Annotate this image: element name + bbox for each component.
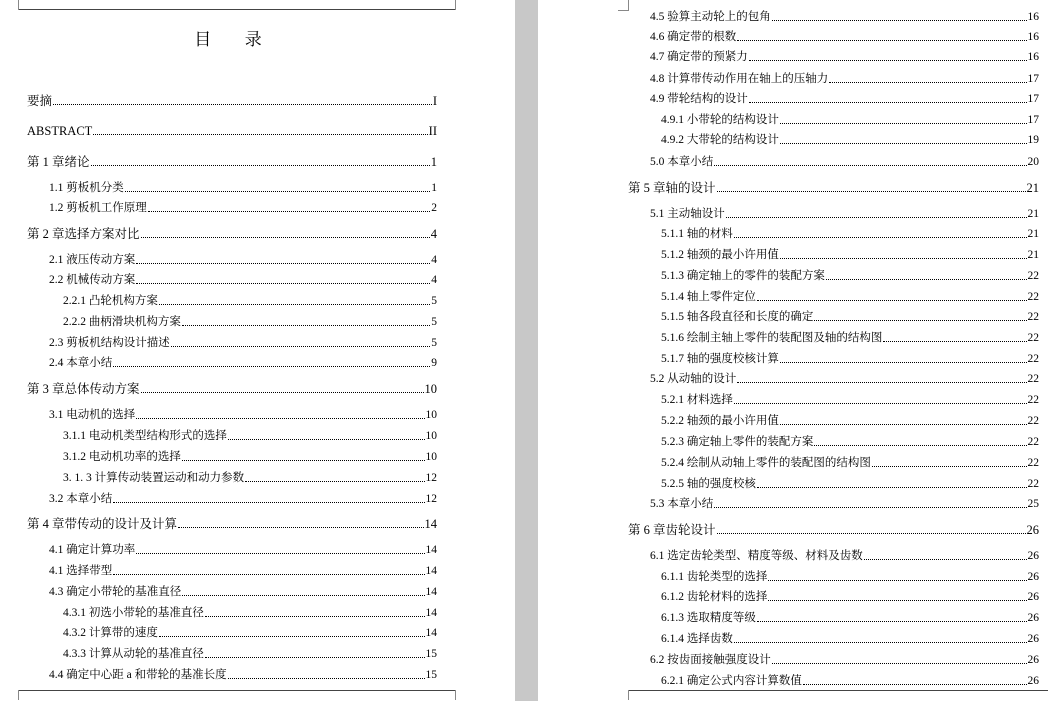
toc-entry-label: 2.3 剪板机结构设计描述	[49, 337, 170, 349]
toc-page-number: 10	[425, 451, 437, 463]
dot-leader	[803, 684, 1027, 685]
toc-page-number: 22	[1027, 373, 1039, 385]
toc-entry-label: 第 4 章带传动的设计及计算	[27, 517, 178, 531]
toc-page-number: 17	[1027, 93, 1039, 105]
toc-entry[interactable]	[650, 92, 1039, 106]
toc-entry-label: 4.9.2 大带轮的结构设计	[661, 134, 779, 146]
dot-leader	[125, 191, 431, 192]
dot-leader	[113, 502, 424, 503]
toc-entry-label: 5.2.4 绘制从动轴上零件的装配图的结构图	[661, 457, 871, 469]
dot-leader	[737, 40, 1026, 41]
toc-page-number: 26	[1027, 612, 1039, 624]
toc-entry-label: 6.2 按齿面接触强度设计	[650, 654, 771, 666]
dot-leader	[113, 574, 424, 575]
dot-leader	[141, 237, 430, 238]
toc-entry[interactable]	[650, 30, 1039, 44]
toc-entry-label: 4.3.3 计算从动轮的基准直径	[63, 648, 204, 660]
toc-entry[interactable]	[49, 543, 437, 557]
toc-entry[interactable]	[49, 336, 437, 350]
toc-page-number: 10	[425, 409, 437, 421]
toc-entry-label: 6.2.1 确定公式内容计算数值	[661, 675, 802, 687]
toc-entry-label: 4.3 确定小带轮的基准直径	[49, 586, 182, 598]
toc-entry[interactable]	[63, 626, 437, 640]
toc-page-number: 22	[1027, 291, 1039, 303]
toc-entry-label: 第 1 章绪论	[27, 155, 90, 169]
toc-entry[interactable]	[661, 611, 1039, 625]
toc-page-number: 21	[1026, 181, 1039, 195]
crop-mark	[455, 0, 466, 10]
toc-page-number: 22	[1027, 415, 1039, 427]
dot-leader	[780, 258, 1027, 259]
toc-entry-label: 5.1.1 轴的材料	[661, 228, 733, 240]
toc-entry-label: 4.9 带轮结构的设计	[650, 93, 748, 105]
toc-entry[interactable]	[661, 248, 1039, 262]
toc-page-number: 10	[425, 430, 437, 442]
dot-leader	[757, 487, 1027, 488]
crop-mark	[618, 0, 629, 11]
toc-entry[interactable]	[650, 10, 1039, 24]
toc-entry-label: 6.1.1 齿轮类型的选择	[661, 571, 768, 583]
toc-page-number: 19	[1027, 134, 1039, 146]
toc-page-number: 1	[431, 182, 437, 194]
toc-entry[interactable]	[63, 647, 437, 661]
toc-page-number: 22	[1027, 353, 1039, 365]
toc-page-number: 26	[1027, 571, 1039, 583]
toc-entry[interactable]	[661, 477, 1039, 491]
toc-page-number: 15	[425, 669, 437, 681]
toc-page-number: 26	[1027, 633, 1039, 645]
toc-entry-label: 4.9.1 小带轮的结构设计	[661, 114, 779, 126]
toc-entry-label: 5.1.5 轴各段直径和长度的确定	[661, 311, 814, 323]
toc-entry-label: 5.1.4 轴上零件定位	[661, 291, 756, 303]
toc-entry-label: 要摘	[27, 94, 53, 108]
toc-page-number: 21	[1027, 208, 1039, 220]
toc-entry[interactable]	[49, 408, 437, 422]
toc-entry[interactable]	[661, 414, 1039, 428]
dot-leader	[772, 20, 1027, 21]
toc-entry-label: 6.1 选定齿轮类型、精度等级、材料及齿数	[650, 550, 863, 562]
page-top-rule	[18, 9, 455, 10]
toc-entry[interactable]	[661, 331, 1039, 345]
dot-leader	[717, 533, 1026, 534]
dot-leader	[182, 595, 424, 596]
toc-entry[interactable]	[49, 492, 437, 506]
toc-entry-label: 5.1.7 轴的强度校核计算	[661, 353, 779, 365]
dot-leader	[714, 507, 1026, 508]
dot-leader	[734, 403, 1027, 404]
dot-leader	[53, 104, 432, 105]
toc-entry[interactable]	[650, 653, 1039, 667]
toc-chapter-entry[interactable]	[27, 517, 437, 531]
left-page	[0, 0, 515, 701]
dot-leader	[772, 663, 1027, 664]
toc-chapter-entry[interactable]	[27, 227, 437, 241]
dot-leader	[245, 481, 424, 482]
dot-leader	[864, 559, 1027, 560]
toc-page-number: 22	[1027, 478, 1039, 490]
toc-entry[interactable]	[650, 372, 1039, 386]
toc-page-number: 26	[1027, 591, 1039, 603]
toc-entry[interactable]	[63, 471, 437, 485]
dot-leader	[228, 678, 425, 679]
toc-entry[interactable]	[650, 549, 1039, 563]
toc-page-number: 4	[431, 274, 437, 286]
toc-entry[interactable]	[63, 315, 437, 329]
toc-entry-label: 3.1.1 电动机类型结构形式的选择	[63, 430, 227, 442]
dot-leader	[826, 279, 1027, 280]
toc-entry-label: 第 3 章总体传动方案	[27, 382, 140, 396]
dot-leader	[768, 600, 1026, 601]
toc-entry-label: 第 5 章轴的设计	[628, 181, 716, 195]
toc-page-number: 9	[431, 357, 437, 369]
toc-chapter-entry[interactable]	[27, 94, 437, 108]
dot-leader	[726, 217, 1027, 218]
toc-entry-label: 5.2.5 轴的强度校核	[661, 478, 756, 490]
toc-page-number: 22	[1027, 332, 1039, 344]
dot-leader	[182, 325, 430, 326]
toc-entry-label: 4.1 选择带型	[49, 565, 113, 577]
toc-entry-label: 5.1.6 绘制主轴上零件的装配图及轴的结构图	[661, 332, 883, 344]
toc-title: 目 录	[194, 30, 276, 50]
dot-leader	[93, 134, 427, 135]
toc-page-number: 26	[1027, 675, 1039, 687]
dot-leader	[734, 237, 1027, 238]
toc-entry[interactable]	[661, 632, 1039, 646]
toc-page-number: 4	[430, 227, 437, 241]
dot-leader	[757, 621, 1027, 622]
toc-page-number: 20	[1027, 156, 1039, 168]
dot-leader	[814, 445, 1026, 446]
toc-page-number: 16	[1027, 11, 1039, 23]
toc-entry-label: 6.1.2 齿轮材料的选择	[661, 591, 768, 603]
toc-entry[interactable]	[661, 435, 1039, 449]
dot-leader	[228, 439, 425, 440]
toc-page-number: 1	[430, 155, 437, 169]
page-bottom-rule	[628, 690, 1048, 691]
dot-leader	[159, 636, 425, 637]
dot-leader	[141, 392, 424, 393]
dot-leader	[178, 527, 423, 528]
toc-entry[interactable]	[661, 113, 1039, 127]
toc-entry-label: 4.6 确定带的根数	[650, 31, 737, 43]
toc-entry-label: 4.5 验算主动轮上的包角	[650, 11, 771, 23]
toc-entry[interactable]	[661, 674, 1039, 688]
toc-page-number: I	[432, 94, 437, 108]
dot-leader	[829, 82, 1026, 83]
toc-entry-label: 5.2.2 轴颈的最小许用值	[661, 415, 779, 427]
toc-page-number: 5	[431, 295, 437, 307]
toc-entry[interactable]	[63, 606, 437, 620]
toc-page-number: 15	[425, 648, 437, 660]
dot-leader	[205, 616, 425, 617]
dot-leader	[872, 466, 1027, 467]
crop-mark	[8, 690, 19, 700]
toc-entry-label: 5.1.2 轴颈的最小许用值	[661, 249, 779, 261]
toc-entry-label: 4.7 确定带的预紧力	[650, 51, 748, 63]
toc-page-number: 5	[431, 316, 437, 328]
dot-leader	[148, 211, 431, 212]
dot-leader	[883, 341, 1026, 342]
dot-leader	[737, 382, 1026, 383]
toc-entry[interactable]	[661, 290, 1039, 304]
toc-entry[interactable]	[650, 155, 1039, 169]
toc-page-number: 26	[1026, 523, 1039, 537]
toc-entry-label: 第 2 章选择方案对比	[27, 227, 140, 241]
page-bottom-rule	[18, 690, 455, 691]
toc-entry-label: 4.3.2 计算带的速度	[63, 627, 158, 639]
toc-page-number: 14	[425, 627, 437, 639]
toc-entry-label: 2.2.1 凸轮机构方案	[63, 295, 158, 307]
dot-leader	[734, 642, 1027, 643]
toc-page-number: 14	[425, 544, 437, 556]
dot-leader	[171, 346, 431, 347]
toc-page-number: 12	[425, 472, 437, 484]
toc-page-number: 2	[431, 202, 437, 214]
toc-entry[interactable]	[650, 72, 1039, 86]
toc-entry[interactable]	[661, 352, 1039, 366]
toc-page-number: 14	[425, 565, 437, 577]
toc-entry[interactable]	[49, 585, 437, 599]
toc-entry-label: 5.2 从动轴的设计	[650, 373, 737, 385]
dot-leader	[136, 263, 430, 264]
toc-entry[interactable]	[661, 310, 1039, 324]
toc-entry-label: 2.1 液压传动方案	[49, 254, 136, 266]
toc-page-number: 12	[425, 493, 437, 505]
toc-entry[interactable]	[49, 201, 437, 215]
toc-page-number: II	[428, 124, 437, 138]
toc-entry[interactable]	[650, 497, 1039, 511]
toc-entry[interactable]	[661, 590, 1039, 604]
toc-chapter-entry[interactable]	[27, 382, 437, 396]
toc-entry[interactable]	[650, 207, 1039, 221]
toc-page-number: 22	[1027, 311, 1039, 323]
toc-page-number: 26	[1027, 550, 1039, 562]
toc-entry-label: 5.2.3 确定轴上零件的装配方案	[661, 436, 814, 448]
toc-entry[interactable]	[661, 133, 1039, 147]
toc-entry-label: 5.1 主动轴设计	[650, 208, 725, 220]
toc-entry-label: 3.1.2 电动机功率的选择	[63, 451, 181, 463]
dot-leader	[136, 283, 430, 284]
toc-chapter-entry[interactable]	[27, 155, 437, 169]
toc-page-number: 10	[424, 382, 437, 396]
right-page	[538, 0, 1061, 701]
dot-leader	[714, 165, 1026, 166]
toc-entry-label: ABSTRACT	[27, 124, 93, 138]
crop-mark	[8, 0, 19, 10]
dot-leader	[205, 657, 425, 658]
toc-page-number: 5	[431, 337, 437, 349]
toc-page-number: 22	[1027, 270, 1039, 282]
toc-entry-label: 4.4 确定中心距 a 和带轮的基准长度	[49, 669, 227, 681]
toc-entry[interactable]	[49, 273, 437, 287]
dot-leader	[780, 362, 1027, 363]
toc-entry[interactable]	[63, 450, 437, 464]
toc-entry-label: 5.1.3 确定轴上的零件的装配方案	[661, 270, 825, 282]
toc-page-number: 14	[424, 517, 437, 531]
toc-page-number: 22	[1027, 394, 1039, 406]
dot-leader	[182, 460, 425, 461]
toc-page-number: 26	[1027, 654, 1039, 666]
toc-page-number: 22	[1027, 457, 1039, 469]
toc-page-number: 17	[1027, 73, 1039, 85]
crop-mark	[618, 690, 629, 700]
dot-leader	[91, 165, 430, 166]
toc-entry-label: 3.2 本章小结	[49, 493, 113, 505]
toc-page-number: 4	[431, 254, 437, 266]
toc-page-number: 21	[1027, 228, 1039, 240]
toc-entry-label: 2.2 机械传动方案	[49, 274, 136, 286]
toc-entry-label: 1.2 剪板机工作原理	[49, 202, 147, 214]
toc-entry-label: 第 6 章齿轮设计	[628, 523, 716, 537]
toc-entry[interactable]	[63, 294, 437, 308]
toc-entry-label: 6.1.3 选取精度等级	[661, 612, 756, 624]
toc-entry[interactable]	[661, 393, 1039, 407]
toc-entry[interactable]	[49, 181, 437, 195]
toc-entry-label: 3.1 电动机的选择	[49, 409, 136, 421]
toc-entry[interactable]	[650, 50, 1039, 64]
toc-entry-label: 5.3 本章小结	[650, 498, 714, 510]
toc-page-number: 16	[1027, 51, 1039, 63]
dot-leader	[780, 143, 1027, 144]
toc-page-number: 17	[1027, 114, 1039, 126]
toc-page-number: 14	[425, 586, 437, 598]
dot-leader	[780, 123, 1027, 124]
dot-leader	[136, 418, 424, 419]
toc-entry[interactable]	[49, 356, 437, 370]
toc-entry-label: 4.3.1 初选小带轮的基准直径	[63, 607, 204, 619]
dot-leader	[768, 580, 1026, 581]
dot-leader	[757, 300, 1027, 301]
toc-page-number: 16	[1027, 31, 1039, 43]
toc-entry[interactable]	[49, 253, 437, 267]
toc-entry-label: 4.1 确定计算功率	[49, 544, 136, 556]
toc-entry[interactable]	[49, 564, 437, 578]
toc-page-number: 25	[1027, 498, 1039, 510]
toc-entry-label: 1.1 剪板机分类	[49, 182, 124, 194]
toc-entry[interactable]	[661, 269, 1039, 283]
toc-entry-label: 5.2.1 材料选择	[661, 394, 733, 406]
toc-entry-label: 3. 1. 3 计算传动装置运动和动力参数	[63, 472, 245, 484]
dot-leader	[159, 304, 430, 305]
toc-entry-label: 2.4 本章小结	[49, 357, 113, 369]
toc-chapter-entry[interactable]	[27, 124, 437, 138]
toc-entry-label: 5.0 本章小结	[650, 156, 714, 168]
toc-page-number: 22	[1027, 436, 1039, 448]
toc-entry[interactable]	[63, 429, 437, 443]
toc-entry-label: 2.2.2 曲柄滑块机构方案	[63, 316, 181, 328]
toc-page-number: 21	[1027, 249, 1039, 261]
toc-entry-label: 6.1.4 选择齿数	[661, 633, 733, 645]
dot-leader	[113, 366, 430, 367]
toc-chapter-entry[interactable]	[628, 181, 1039, 195]
dot-leader	[749, 102, 1027, 103]
dot-leader	[749, 60, 1027, 61]
crop-mark	[455, 690, 466, 700]
dot-leader	[814, 320, 1026, 321]
toc-chapter-entry[interactable]	[628, 523, 1039, 537]
toc-entry[interactable]	[661, 570, 1039, 584]
toc-page-number: 14	[425, 607, 437, 619]
dot-leader	[780, 424, 1027, 425]
toc-entry[interactable]	[661, 227, 1039, 241]
dot-leader	[136, 553, 424, 554]
toc-entry[interactable]	[49, 668, 437, 682]
dot-leader	[717, 191, 1026, 192]
toc-entry-label: 4.8 计算带传动作用在轴上的压轴力	[650, 73, 829, 85]
toc-entry[interactable]	[661, 456, 1039, 470]
